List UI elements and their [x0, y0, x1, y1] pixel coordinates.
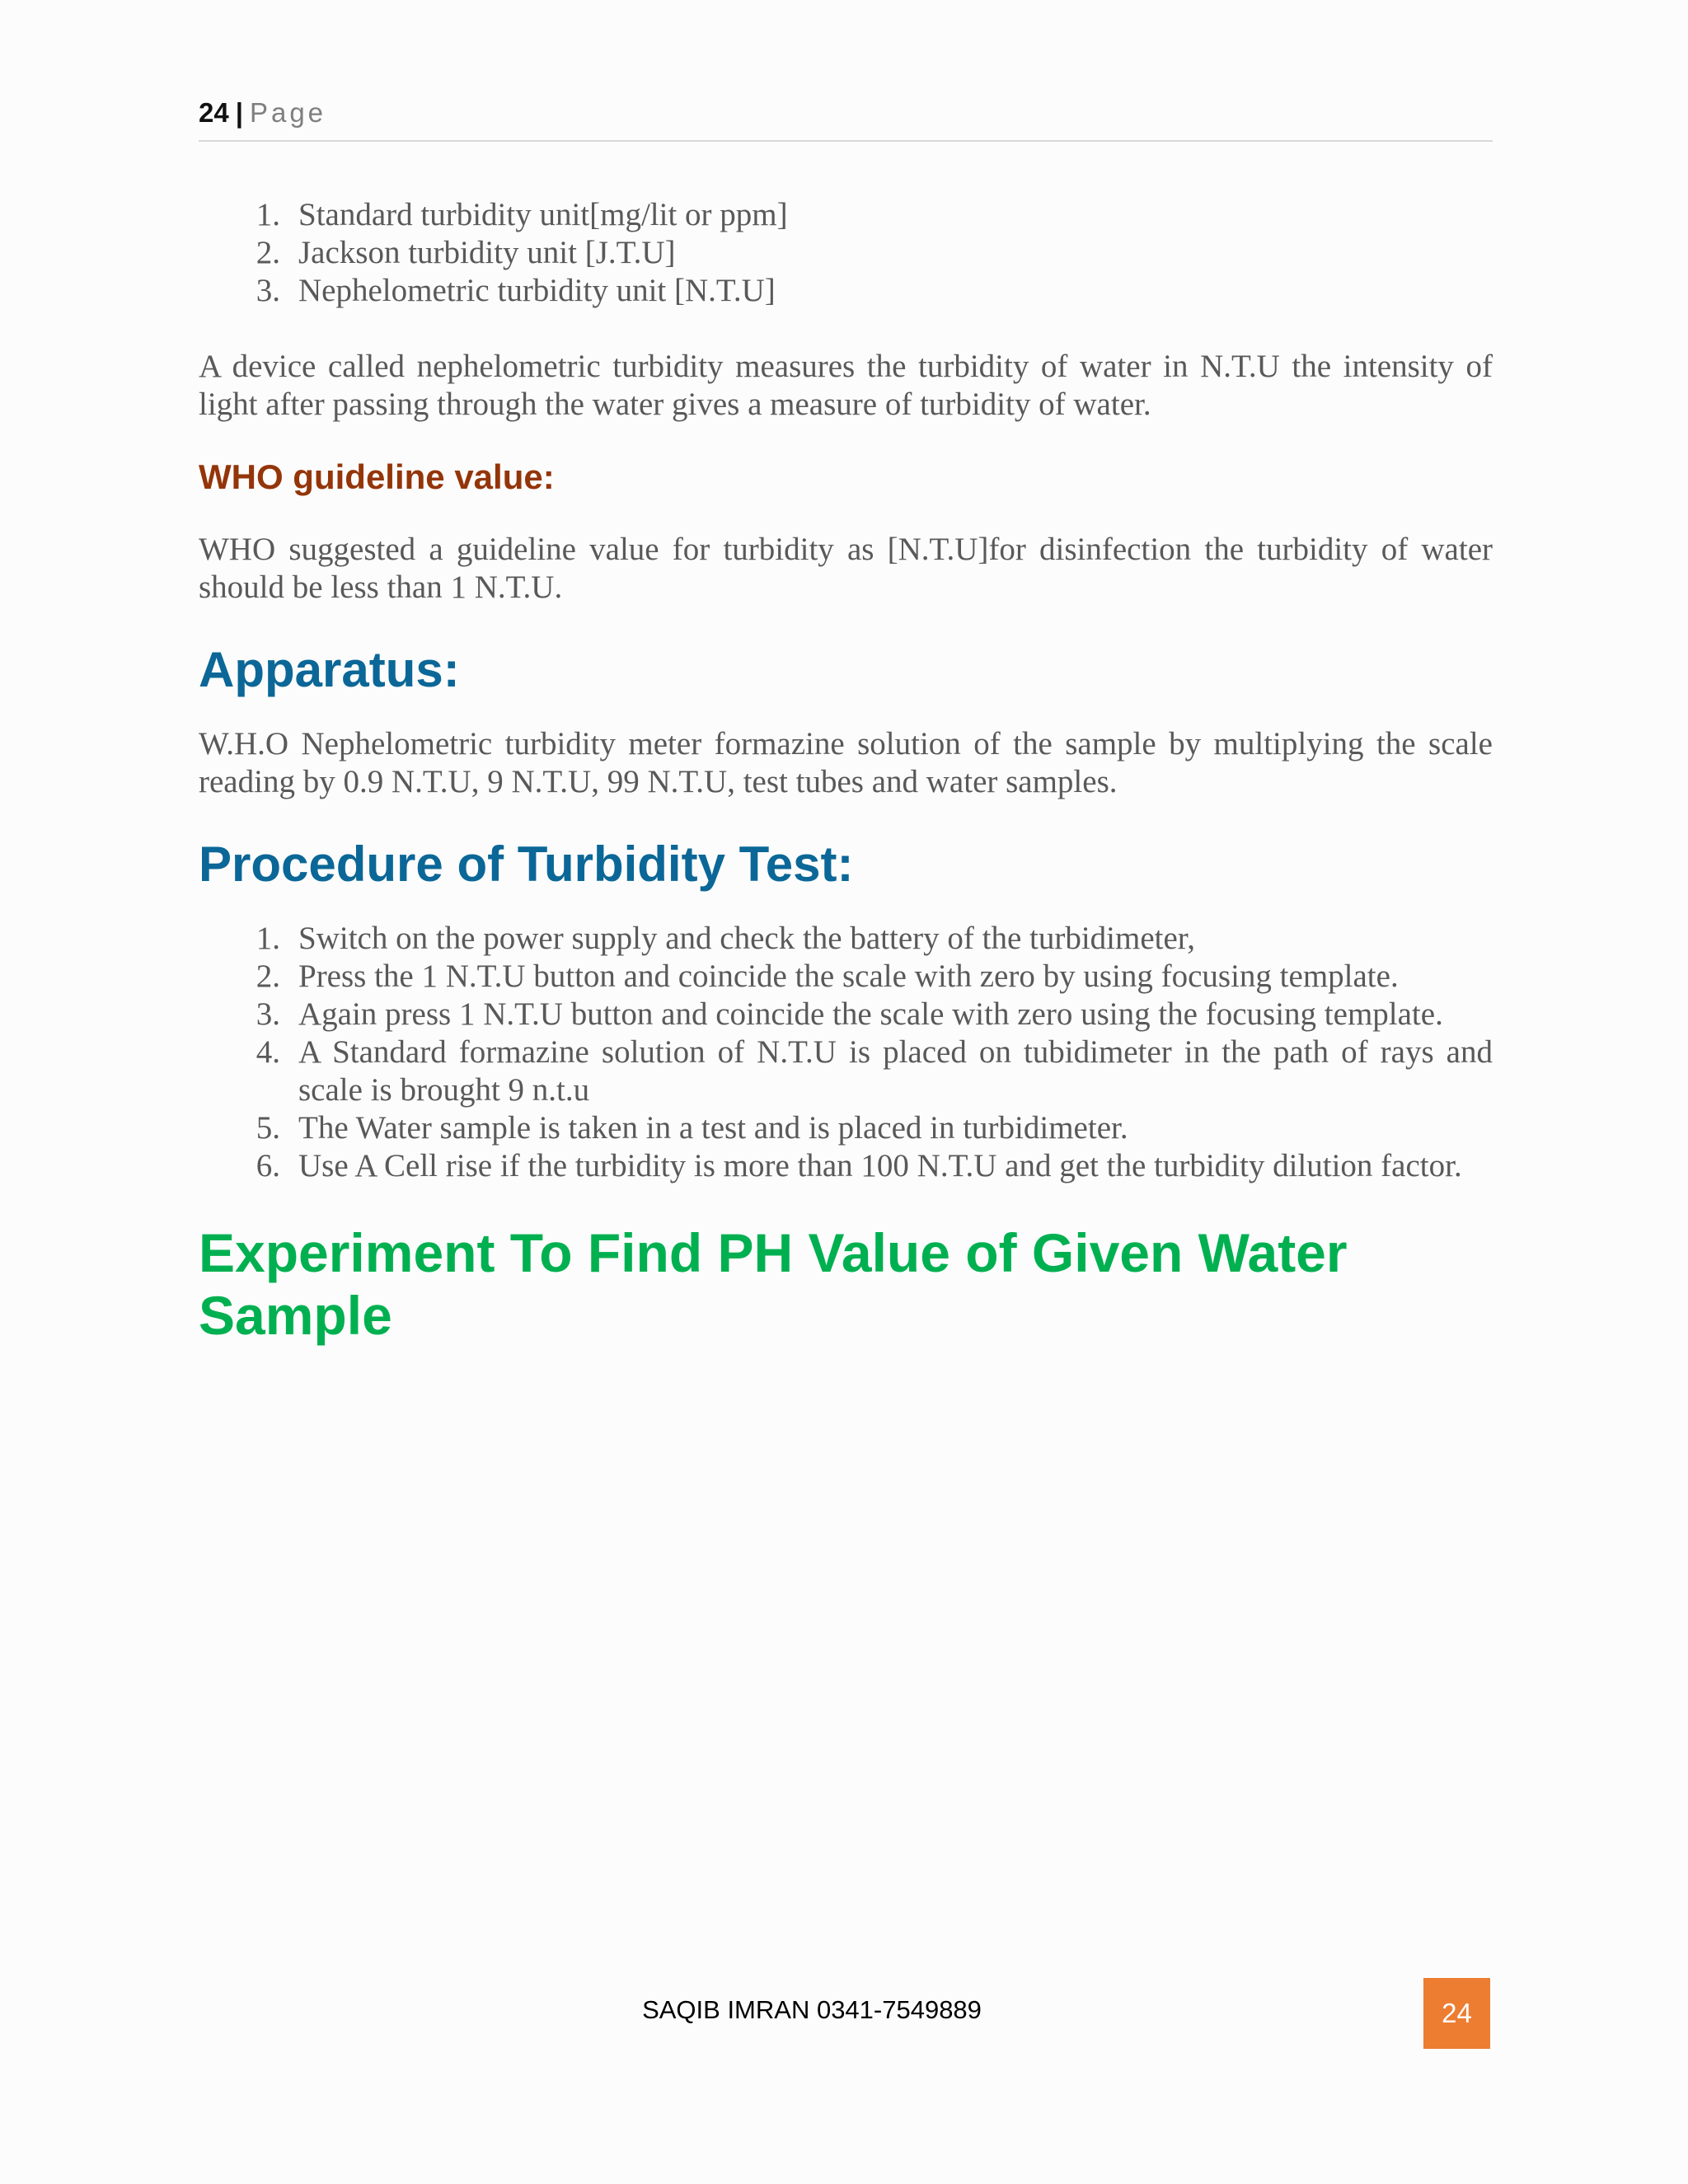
device-paragraph: A device called nephelometric turbidity measures the turbidity of water in N.T.U the intensity of light after passing through the water gives a measure of turbidity of water. — [199, 349, 1493, 422]
ph-experiment-heading: Experiment To Find PH Value of Given Water Sample — [199, 1222, 1348, 1346]
turbidity-units-list — [199, 196, 1493, 310]
who-paragraph: WHO suggested a guideline value for turbidity as [N.T.U]for disinfection the turbidity of water should be less than 1 N.T.U. — [199, 532, 1493, 605]
header-page-number: 24 — [199, 97, 229, 128]
list-item-number: 1. — [256, 197, 280, 232]
list-item-text: Switch on the power supply and check the battery of the turbidimeter, — [298, 921, 1195, 956]
header-page-label: Page — [249, 97, 327, 128]
list-item-text: A Standard formazine solution of N.T.U is placed on tubidimeter in the path of rays and scale is brought 9 n.t.u — [298, 1034, 1493, 1108]
list-item-number: 5. — [256, 1110, 280, 1146]
footer-page-number-box: 24 — [1423, 1978, 1490, 2049]
page-header — [199, 97, 1493, 142]
list-item — [199, 996, 1493, 1033]
list-item — [199, 920, 1493, 958]
apparatus-paragraph: W.H.O Nephelometric turbidity meter formazine solution of the sample by multiplying the scale reading by 0.9 N.T.U, 9 N.T.U, 99 N.T.U, test tubes and water samples. — [199, 726, 1493, 799]
list-item-text: Standard turbidity unit[mg/lit or ppm] — [298, 197, 788, 232]
list-item — [199, 1147, 1493, 1185]
apparatus-heading: Apparatus: — [199, 642, 460, 697]
who-guideline-heading: WHO guideline value: — [199, 457, 555, 496]
list-item — [199, 1109, 1493, 1147]
list-item — [199, 958, 1493, 996]
list-item-text: Nephelometric turbidity unit [N.T.U] — [298, 273, 776, 308]
header-separator: | — [235, 97, 243, 128]
list-item-number: 4. — [256, 1034, 280, 1070]
list-item — [199, 272, 1493, 310]
list-item-text: The Water sample is taken in a test and is placed in turbidimeter. — [298, 1110, 1128, 1146]
footer-author: SAQIB IMRAN 0341-7549889 — [642, 1995, 982, 2024]
list-item-number: 2. — [256, 235, 280, 270]
list-item-number: 2. — [256, 958, 280, 994]
list-item-number: 3. — [256, 273, 280, 308]
list-item-number: 3. — [256, 996, 280, 1032]
list-item-text: Press the 1 N.T.U button and coincide the scale with zero by using focusing template. — [298, 958, 1399, 994]
list-item-text: Again press 1 N.T.U button and coincide the scale with zero using the focusing template. — [298, 996, 1443, 1032]
procedure-list — [199, 920, 1493, 1185]
list-item — [199, 196, 1493, 234]
list-item — [199, 234, 1493, 272]
procedure-heading: Procedure of Turbidity Test: — [199, 837, 854, 892]
list-item-text: Jackson turbidity unit [J.T.U] — [298, 235, 676, 270]
list-item-number: 6. — [256, 1148, 280, 1183]
page-content — [199, 196, 1493, 1347]
list-item-number: 1. — [256, 921, 280, 956]
list-item-text: Use A Cell rise if the turbidity is more than 100 N.T.U and get the turbidity dilution factor. — [298, 1148, 1462, 1183]
list-item — [199, 1033, 1493, 1109]
